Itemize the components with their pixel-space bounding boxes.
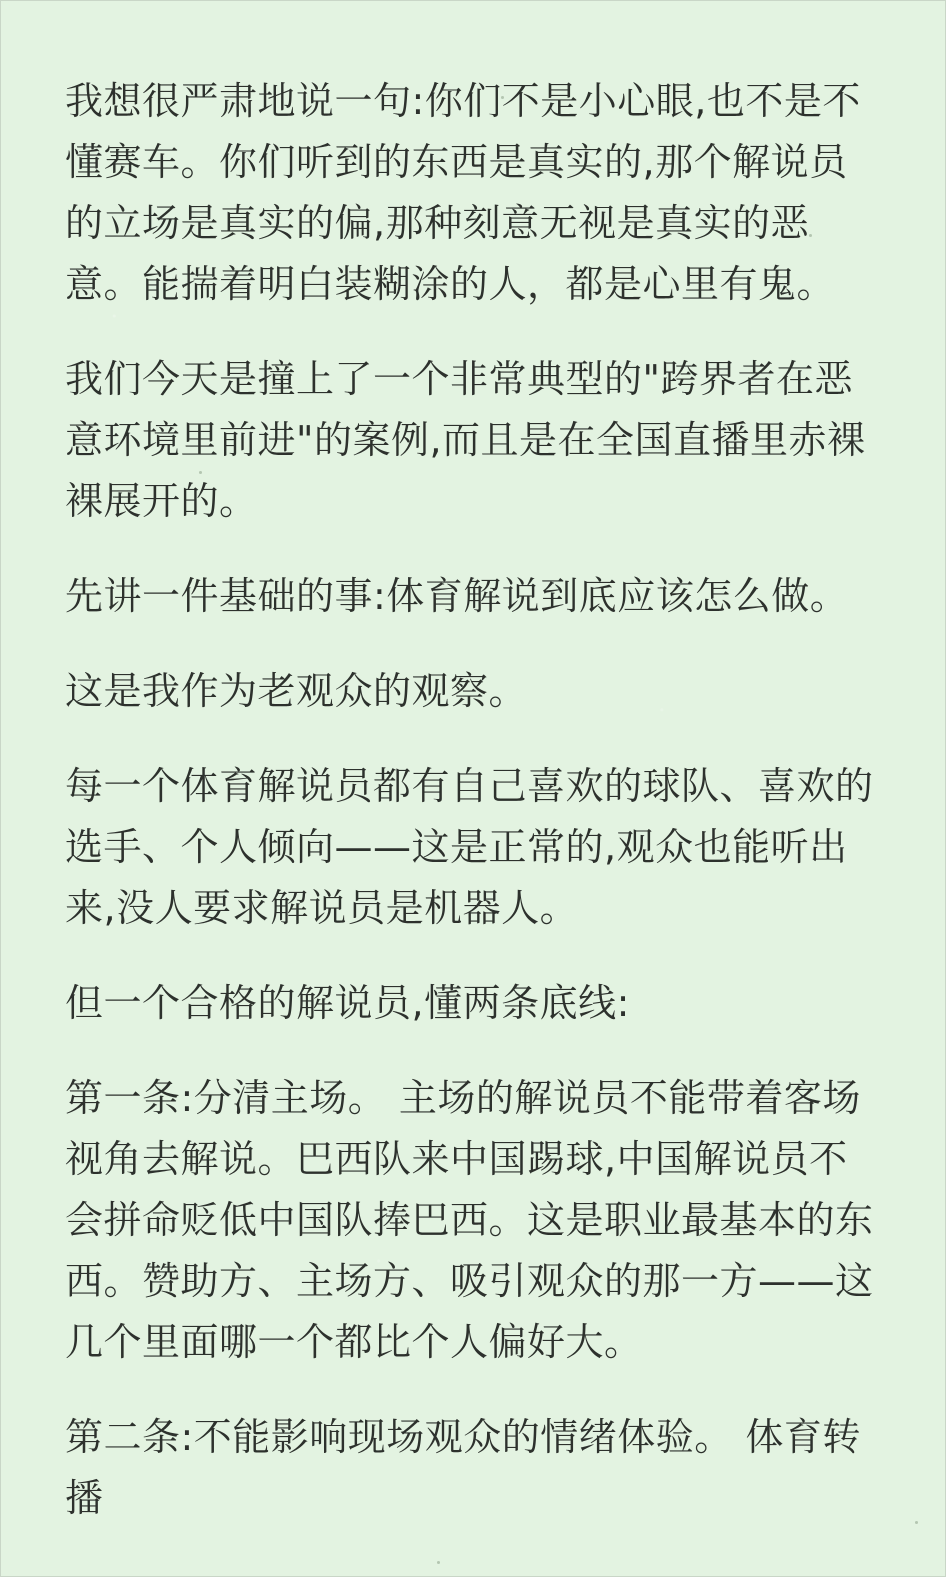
paragraph-4: 这是我作为老观众的观察。 xyxy=(65,669,528,713)
article-body xyxy=(65,71,885,1563)
paragraph-8: 第二条:不能影响现场观众的情绪体验。 体育转播 xyxy=(65,1415,861,1520)
paragraph-3: 先讲一件基础的事:体育解说到底应该怎么做。 xyxy=(65,574,849,618)
paragraph-2: 我们今天是撞上了一个非常典型的"跨界者在恶意环境里前进"的案例,而且是在全国直播里赤裸裸展开的。 xyxy=(65,357,866,523)
paragraph-1: 我想很严肃地说一句:你们不是小心眼,也不是不懂赛车。你们听到的东西是真实的,那个解说员的立场是真实的偏,那种刻意无视是真实的恶意。能揣着明白装糊涂的人，都是心里有鬼。 xyxy=(65,79,861,306)
paragraph-6: 但一个合格的解说员,懂两条底线: xyxy=(65,981,630,1025)
paragraph-5: 每一个体育解说员都有自己喜欢的球队、喜欢的选手、个人倾向——这是正常的,观众也能听出来,没人要求解说员是机器人。 xyxy=(65,764,874,930)
paragraph-7: 第一条:分清主场。 主场的解说员不能带着客场视角去解说。巴西队来中国踢球,中国解说员不会拼命贬低中国队捧巴西。这是职业最基本的东西。赞助方、主场方、吸引观众的那一方——这几个里面哪一个都比个人偏好大。 xyxy=(65,1076,874,1364)
paper-speck xyxy=(915,1521,918,1524)
